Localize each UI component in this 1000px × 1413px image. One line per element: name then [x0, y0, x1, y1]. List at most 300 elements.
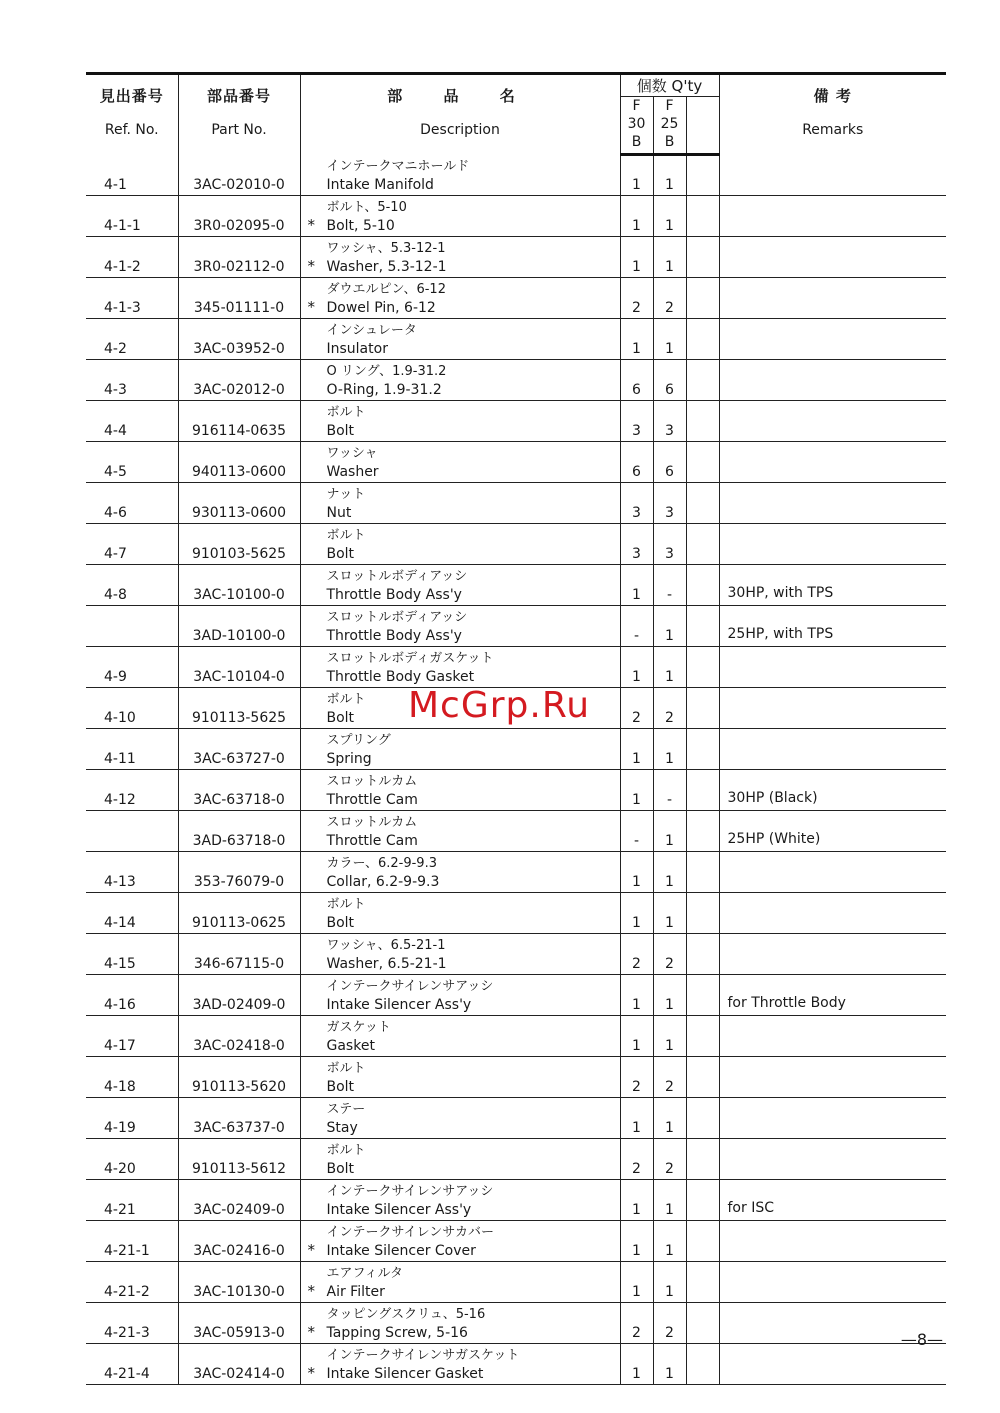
part-no-cell: 3R0-02095-0: [178, 195, 300, 236]
qty-f25b-cell: 6: [653, 441, 686, 482]
f25b-header-line: 25: [660, 116, 679, 132]
qty-f25b-cell: 1: [653, 1179, 686, 1220]
qty-f30b-cell: 1: [620, 769, 653, 810]
ref-no-cell: 4-4: [86, 400, 178, 441]
description-cell: [300, 523, 620, 564]
qty-blank-cell: [686, 359, 719, 400]
qty-blank-cell: [686, 318, 719, 359]
remarks-cell: for ISC: [719, 1179, 946, 1220]
description-jp: インテークサイレンサガスケット: [326, 1347, 520, 1363]
description-cell: [300, 482, 620, 523]
table-row: [86, 1220, 946, 1261]
remarks-header-en: Remarks: [802, 122, 864, 138]
table-row: [86, 400, 946, 441]
asterisk-mark: *: [307, 256, 315, 275]
blank-qty-header: [686, 97, 719, 155]
description-en: Insulator: [326, 340, 388, 357]
description-jp: スロットルボディガスケット: [326, 650, 494, 666]
ref-no-cell: 4-5: [86, 441, 178, 482]
remarks-cell: [719, 851, 946, 892]
qty-blank-cell: [686, 1097, 719, 1138]
remarks-header-jp: 備 考: [813, 87, 852, 105]
table-row: [86, 1056, 946, 1097]
qty-f25b-cell: 3: [653, 400, 686, 441]
qty-blank-cell: [686, 155, 719, 196]
description-en: Bolt: [326, 914, 355, 931]
table-row: [86, 810, 946, 851]
ref-no-cell: 4-21-1: [86, 1220, 178, 1261]
description-cell: [300, 441, 620, 482]
description-cell: [300, 892, 620, 933]
description-jp: インテークサイレンサアッシ: [326, 978, 494, 994]
description-cell: [300, 1138, 620, 1179]
qty-blank-cell: [686, 1343, 719, 1384]
description-jp: スロットルカム: [326, 773, 418, 789]
qty-f30b-cell: 1: [620, 1015, 653, 1056]
description-en: Bolt: [326, 545, 355, 562]
qty-f25b-cell: 1: [653, 1343, 686, 1384]
qty-f25b-cell: 2: [653, 1302, 686, 1343]
qty-f25b-cell: 1: [653, 318, 686, 359]
description-jp: ボルト: [326, 1142, 366, 1158]
description-en: Washer, 5.3-12-1: [326, 258, 447, 275]
ref-no-cell: 4-16: [86, 974, 178, 1015]
description-cell: [300, 1343, 620, 1384]
description-cell: [300, 933, 620, 974]
description-jp: インテークサイレンサアッシ: [326, 1183, 494, 1199]
qty-f25b-cell: -: [653, 769, 686, 810]
description-jp: インシュレータ: [326, 322, 417, 338]
remarks-cell: [719, 1343, 946, 1384]
table-row: [86, 359, 946, 400]
ref-no-cell: 4-1-1: [86, 195, 178, 236]
description-cell: [300, 851, 620, 892]
part-no-cell: 3AC-02416-0: [178, 1220, 300, 1261]
part-no-cell: 3AC-10100-0: [178, 564, 300, 605]
qty-f30b-cell: 1: [620, 155, 653, 196]
remarks-cell: [719, 1056, 946, 1097]
description-en: Intake Silencer Cover: [326, 1242, 476, 1259]
part-no-cell: 3AD-10100-0: [178, 605, 300, 646]
qty-f25b-cell: 2: [653, 1056, 686, 1097]
qty-f30b-cell: 2: [620, 1138, 653, 1179]
description-en: Dowel Pin, 6-12: [326, 299, 436, 316]
description-jp: ボルト: [326, 896, 366, 912]
qty-f30b-cell: 3: [620, 523, 653, 564]
description-en: Throttle Body Ass'y: [326, 627, 462, 644]
ref-no-header-en: Ref. No.: [104, 122, 159, 138]
description-jp: エアフィルタ: [326, 1265, 403, 1281]
remarks-cell: [719, 933, 946, 974]
qty-blank-cell: [686, 1179, 719, 1220]
qty-f25b-cell: -: [653, 564, 686, 605]
ref-no-cell: 4-10: [86, 687, 178, 728]
part-no-cell: 910113-5620: [178, 1056, 300, 1097]
table-row: [86, 441, 946, 482]
remarks-cell: 30HP (Black): [719, 769, 946, 810]
qty-f25b-cell: 3: [653, 523, 686, 564]
qty-f30b-cell: 6: [620, 359, 653, 400]
description-jp: ワッシャ、5.3-12-1: [326, 240, 446, 256]
qty-f25b-cell: 1: [653, 195, 686, 236]
part-no-cell: 930113-0600: [178, 482, 300, 523]
qty-f25b-cell: 1: [653, 728, 686, 769]
description-jp: スロットルボディアッシ: [326, 568, 468, 584]
qty-blank-cell: [686, 400, 719, 441]
qty-blank-cell: [686, 564, 719, 605]
f30b-header: [620, 97, 653, 155]
description-jp: ボルト、5-10: [326, 199, 407, 215]
qty-f30b-cell: 2: [620, 933, 653, 974]
qty-blank-cell: [686, 810, 719, 851]
remarks-cell: [719, 1097, 946, 1138]
description-jp: ボルト: [326, 404, 366, 420]
part-no-cell: 3AC-02418-0: [178, 1015, 300, 1056]
qty-f30b-cell: 1: [620, 236, 653, 277]
qty-f30b-cell: 1: [620, 318, 653, 359]
description-cell: [300, 155, 620, 196]
description-en: Intake Silencer Ass'y: [326, 996, 472, 1013]
description-en: Intake Silencer Gasket: [326, 1365, 484, 1382]
part-no-cell: 940113-0600: [178, 441, 300, 482]
description-cell: [300, 974, 620, 1015]
description-en: Collar, 6.2-9-9.3: [326, 873, 440, 890]
parts-table: [86, 72, 946, 1385]
remarks-cell: 25HP (White): [719, 810, 946, 851]
description-cell: [300, 236, 620, 277]
description-cell: [300, 728, 620, 769]
description-en: O-Ring, 1.9-31.2: [326, 381, 442, 398]
remarks-cell: 30HP, with TPS: [719, 564, 946, 605]
description-jp: O リング、1.9-31.2: [326, 363, 447, 379]
qty-f25b-cell: 1: [653, 1097, 686, 1138]
description-en: Tapping Screw, 5-16: [326, 1324, 468, 1341]
ref-no-header-jp: 見出番号: [99, 87, 164, 105]
qty-f25b-cell: 3: [653, 482, 686, 523]
description-cell: [300, 1220, 620, 1261]
table-row: [86, 564, 946, 605]
qty-f25b-cell: 1: [653, 1220, 686, 1261]
ref-no-cell: 4-11: [86, 728, 178, 769]
qty-f30b-cell: 2: [620, 277, 653, 318]
qty-blank-cell: [686, 277, 719, 318]
description-jp: ボルト: [326, 1060, 366, 1076]
qty-f25b-cell: 1: [653, 810, 686, 851]
description-jp: スロットルカム: [326, 814, 418, 830]
qty-f30b-cell: 2: [620, 1302, 653, 1343]
description-en: Air Filter: [326, 1283, 385, 1300]
description-header: [300, 74, 620, 155]
description-cell: [300, 605, 620, 646]
part-no-cell: 3AC-02409-0: [178, 1179, 300, 1220]
description-cell: [300, 1056, 620, 1097]
part-no-header: [178, 74, 300, 155]
remarks-cell: [719, 646, 946, 687]
table-row: [86, 933, 946, 974]
qty-header: 個数 Q'ty: [620, 74, 719, 97]
remarks-cell: [719, 1220, 946, 1261]
remarks-cell: [719, 155, 946, 196]
description-jp: ワッシャ: [326, 445, 378, 461]
asterisk-mark: *: [307, 1281, 315, 1300]
description-cell: [300, 195, 620, 236]
description-cell: [300, 400, 620, 441]
part-no-cell: 916114-0635: [178, 400, 300, 441]
description-en: Intake Silencer Ass'y: [326, 1201, 472, 1218]
part-no-header-en: Part No.: [211, 122, 267, 138]
qty-blank-cell: [686, 441, 719, 482]
remarks-cell: [719, 1015, 946, 1056]
qty-f25b-cell: 6: [653, 359, 686, 400]
description-en: Spring: [326, 750, 372, 767]
part-no-cell: 3AC-10130-0: [178, 1261, 300, 1302]
description-en: Throttle Body Gasket: [326, 668, 475, 685]
table-row: [86, 1261, 946, 1302]
qty-f30b-cell: 2: [620, 1056, 653, 1097]
remarks-cell: 25HP, with TPS: [719, 605, 946, 646]
description-en: Nut: [326, 504, 352, 521]
ref-no-cell: 4-13: [86, 851, 178, 892]
ref-no-cell: 4-18: [86, 1056, 178, 1097]
table-row: [86, 155, 946, 196]
qty-f25b-cell: 1: [653, 892, 686, 933]
table-row: [86, 236, 946, 277]
part-no-cell: 353-76079-0: [178, 851, 300, 892]
description-jp: インテークマニホールド: [326, 158, 470, 174]
qty-blank-cell: [686, 1138, 719, 1179]
ref-no-cell: 4-19: [86, 1097, 178, 1138]
ref-no-cell: 4-17: [86, 1015, 178, 1056]
qty-f30b-cell: 1: [620, 646, 653, 687]
table-row: [86, 1015, 946, 1056]
description-jp: ダウエルピン、6-12: [326, 281, 446, 297]
ref-no-cell: 4-2: [86, 318, 178, 359]
qty-blank-cell: [686, 851, 719, 892]
description-jp: スプリング: [326, 732, 391, 748]
part-no-cell: 3AC-05913-0: [178, 1302, 300, 1343]
ref-no-cell: 4-21-2: [86, 1261, 178, 1302]
table-row: [86, 605, 946, 646]
f30b-header-line: F: [632, 98, 641, 114]
ref-no-cell: 4-12: [86, 769, 178, 810]
part-no-cell: 910103-5625: [178, 523, 300, 564]
description-jp: ボルト: [326, 527, 366, 543]
ref-no-cell: 4-6: [86, 482, 178, 523]
part-no-cell: 910113-0625: [178, 892, 300, 933]
qty-f30b-cell: 1: [620, 1179, 653, 1220]
description-cell: [300, 1015, 620, 1056]
ref-no-cell: 4-21-3: [86, 1302, 178, 1343]
ref-no-cell: 4-1: [86, 155, 178, 196]
remarks-cell: [719, 236, 946, 277]
qty-f30b-cell: 6: [620, 441, 653, 482]
description-header-jp: 部 品 名: [387, 87, 533, 105]
description-en: Bolt: [326, 1160, 355, 1177]
remarks-cell: for Throttle Body: [719, 974, 946, 1015]
qty-f25b-cell: 1: [653, 646, 686, 687]
asterisk-mark: *: [307, 1322, 315, 1341]
remarks-cell: [719, 359, 946, 400]
f25b-header-line: F: [665, 98, 674, 114]
qty-blank-cell: [686, 687, 719, 728]
qty-f30b-cell: -: [620, 810, 653, 851]
qty-f30b-cell: 1: [620, 1220, 653, 1261]
description-jp: ステー: [326, 1101, 366, 1117]
table-row: [86, 769, 946, 810]
description-jp: カラー、6.2-9-9.3: [326, 855, 437, 871]
table-row: [86, 851, 946, 892]
ref-no-cell: 4-3: [86, 359, 178, 400]
qty-f30b-cell: 1: [620, 195, 653, 236]
part-no-cell: 910113-5625: [178, 687, 300, 728]
qty-f30b-cell: 1: [620, 974, 653, 1015]
table-row: [86, 482, 946, 523]
qty-f25b-cell: 2: [653, 1138, 686, 1179]
table-header: [86, 74, 946, 155]
description-jp: スロットルボディアッシ: [326, 609, 468, 625]
part-no-cell: 3AD-02409-0: [178, 974, 300, 1015]
part-no-cell: 3AC-10104-0: [178, 646, 300, 687]
description-en: Bolt: [326, 422, 355, 439]
qty-blank-cell: [686, 195, 719, 236]
part-no-cell: 3R0-02112-0: [178, 236, 300, 277]
watermark: McGrp.Ru: [408, 685, 591, 726]
part-no-cell: 3AC-63727-0: [178, 728, 300, 769]
table-row: [86, 1179, 946, 1220]
qty-f25b-cell: 1: [653, 1015, 686, 1056]
qty-blank-cell: [686, 482, 719, 523]
description-en: Throttle Cam: [326, 791, 418, 808]
asterisk-mark: *: [307, 1363, 315, 1382]
description-cell: [300, 1261, 620, 1302]
description-cell: [300, 564, 620, 605]
qty-f30b-cell: 2: [620, 687, 653, 728]
table-row: [86, 1097, 946, 1138]
remarks-cell: [719, 892, 946, 933]
part-no-cell: 345-01111-0: [178, 277, 300, 318]
part-no-cell: 3AC-02012-0: [178, 359, 300, 400]
description-jp: ワッシャ、6.5-21-1: [326, 937, 446, 953]
table-row: [86, 1302, 946, 1343]
remarks-cell: [719, 1138, 946, 1179]
remarks-cell: [719, 482, 946, 523]
qty-blank-cell: [686, 1261, 719, 1302]
qty-blank-cell: [686, 605, 719, 646]
description-jp: ナット: [326, 486, 366, 502]
description-en: Washer: [326, 463, 379, 480]
description-en: Washer, 6.5-21-1: [326, 955, 447, 972]
description-en: Bolt, 5-10: [326, 217, 395, 234]
remarks-cell: [719, 318, 946, 359]
description-cell: [300, 810, 620, 851]
remarks-cell: [719, 1261, 946, 1302]
ref-no-header: [86, 74, 178, 155]
part-no-cell: 3AD-63718-0: [178, 810, 300, 851]
table-row: [86, 523, 946, 564]
remarks-header: [719, 74, 946, 155]
asterisk-mark: *: [307, 297, 315, 316]
remarks-cell: [719, 441, 946, 482]
description-jp: インテークサイレンサカバー: [326, 1224, 495, 1240]
qty-f25b-cell: 2: [653, 687, 686, 728]
part-no-cell: 3AC-63718-0: [178, 769, 300, 810]
table-row: [86, 728, 946, 769]
description-en: Stay: [326, 1119, 358, 1136]
description-cell: [300, 1179, 620, 1220]
part-no-cell: 3AC-63737-0: [178, 1097, 300, 1138]
ref-no-cell: 4-15: [86, 933, 178, 974]
qty-f25b-cell: 2: [653, 933, 686, 974]
qty-blank-cell: [686, 933, 719, 974]
part-no-header-jp: 部品番号: [206, 87, 271, 105]
part-no-cell: 346-67115-0: [178, 933, 300, 974]
ref-no-cell: 4-14: [86, 892, 178, 933]
description-en: Bolt: [326, 1078, 355, 1095]
table-row: [86, 892, 946, 933]
ref-no-cell: 4-9: [86, 646, 178, 687]
qty-f25b-cell: 1: [653, 974, 686, 1015]
remarks-cell: [719, 400, 946, 441]
qty-blank-cell: [686, 728, 719, 769]
description-cell: [300, 1097, 620, 1138]
asterisk-mark: *: [307, 1240, 315, 1259]
qty-blank-cell: [686, 974, 719, 1015]
description-cell: [300, 646, 620, 687]
qty-f30b-cell: 3: [620, 482, 653, 523]
qty-blank-cell: [686, 646, 719, 687]
qty-f30b-cell: 1: [620, 1261, 653, 1302]
description-en: Bolt: [326, 709, 355, 726]
part-no-cell: 3AC-02414-0: [178, 1343, 300, 1384]
ref-no-cell: 4-8: [86, 564, 178, 605]
ref-no-cell: [86, 605, 178, 646]
description-cell: [300, 318, 620, 359]
table-row: [86, 1138, 946, 1179]
qty-f25b-cell: 1: [653, 1261, 686, 1302]
description-cell: [300, 1302, 620, 1343]
remarks-cell: [719, 728, 946, 769]
description-jp: ボルト: [326, 691, 366, 707]
ref-no-cell: 4-20: [86, 1138, 178, 1179]
remarks-cell: [719, 277, 946, 318]
remarks-cell: [719, 523, 946, 564]
f30b-header-line: 30: [627, 116, 646, 132]
qty-f25b-cell: 1: [653, 605, 686, 646]
description-jp: ガスケット: [326, 1019, 391, 1035]
remarks-cell: [719, 195, 946, 236]
description-cell: [300, 277, 620, 318]
qty-f25b-cell: 1: [653, 155, 686, 196]
description-en: Throttle Cam: [326, 832, 418, 849]
ref-no-cell: [86, 810, 178, 851]
f30b-header-line: B: [631, 134, 642, 150]
table-row: [86, 277, 946, 318]
qty-f30b-cell: 1: [620, 564, 653, 605]
description-en: Intake Manifold: [326, 176, 434, 193]
description-en: Gasket: [326, 1037, 375, 1054]
description-jp: タッピングスクリュ、5-16: [326, 1306, 486, 1322]
ref-no-cell: 4-21: [86, 1179, 178, 1220]
qty-f25b-cell: 1: [653, 236, 686, 277]
qty-f30b-cell: 1: [620, 851, 653, 892]
qty-f30b-cell: -: [620, 605, 653, 646]
qty-blank-cell: [686, 1220, 719, 1261]
f25b-header: [653, 97, 686, 155]
qty-blank-cell: [686, 1056, 719, 1097]
part-no-cell: 3AC-02010-0: [178, 155, 300, 196]
description-cell: [300, 769, 620, 810]
asterisk-mark: *: [307, 215, 315, 234]
